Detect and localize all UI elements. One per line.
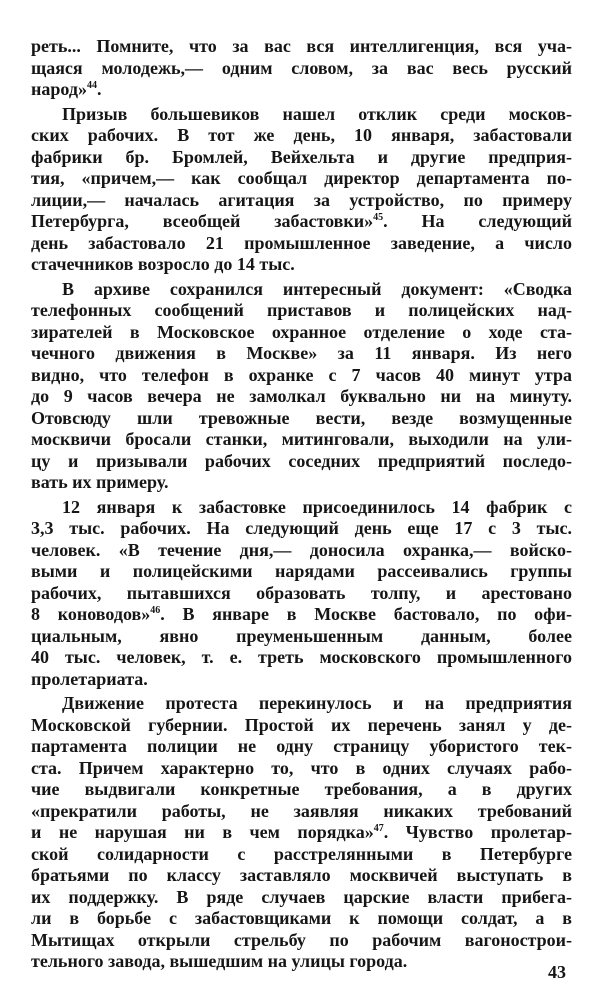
text-line xyxy=(31,365,572,387)
text-line xyxy=(31,472,572,494)
text-line xyxy=(31,254,572,276)
line-text: . Чувство пролетар- xyxy=(383,822,572,842)
line-text: рабочих, пытавшихся образовать толпу, и арестовано xyxy=(31,582,572,603)
page-body-text xyxy=(31,36,572,976)
text-line xyxy=(31,429,572,451)
text-line xyxy=(31,518,572,540)
line-text: ской солидарности с расстрелянными в Петербурге xyxy=(31,843,572,864)
text-line xyxy=(31,604,572,626)
text-line xyxy=(31,343,572,365)
text-line xyxy=(31,758,572,780)
page-number: 43 xyxy=(548,962,566,982)
line-text: стачечников возросло до 14 тыс. xyxy=(31,254,295,274)
text-line xyxy=(31,168,572,190)
paragraph xyxy=(31,36,572,101)
line-text: Призыв большевиков нашел отклик среди москов- xyxy=(62,103,572,124)
line-text: день забастовало 21 промышленное заведение, а число xyxy=(31,232,572,253)
line-text: фабрики бр. Бромлей, Вейхельта и другие предприя- xyxy=(31,146,572,167)
line-text: чечного движения в Москве» за 11 января. Из него xyxy=(31,343,572,363)
text-line xyxy=(31,322,572,344)
line-text: партамента полиции не одну страницу убористого тек- xyxy=(31,736,572,756)
line-text: чие выдвигали конкретные требования, а в других xyxy=(31,779,572,799)
text-line xyxy=(31,190,572,212)
line-text: 40 тыс. человек, т. е. треть московского промышленного xyxy=(31,647,572,667)
text-line xyxy=(31,844,572,866)
text-line xyxy=(31,951,572,973)
text-line xyxy=(31,822,572,844)
line-text: москвичи бросали станки, митинговали, выходили на ули- xyxy=(31,429,572,449)
paragraph xyxy=(31,279,572,494)
line-text: . В январе в Москве бастовало, по офи- xyxy=(160,604,573,624)
text-line xyxy=(31,801,572,823)
line-text: братьями по классу заставляло москвичей выступать в xyxy=(31,865,572,885)
footnote-ref: 47 xyxy=(373,823,384,834)
line-text: реть... Помните, что за вас вся интеллигенция, вся уча- xyxy=(31,36,572,56)
text-line xyxy=(31,540,572,562)
line-text: до 9 часов вечера не замолкал буквально ни на минуту. xyxy=(31,386,572,406)
text-line xyxy=(31,233,572,255)
text-line xyxy=(31,58,572,80)
text-line xyxy=(31,497,572,519)
text-line xyxy=(31,887,572,909)
text-line xyxy=(31,279,572,301)
text-line xyxy=(31,715,572,737)
text-line xyxy=(31,408,572,430)
footnote-ref: 45 xyxy=(373,212,384,223)
text-line xyxy=(31,36,572,58)
line-text: тия, «причем,— как сообщал директор департамента по- xyxy=(31,168,572,188)
text-line xyxy=(31,865,572,887)
line-text: 8 коноводов» xyxy=(31,604,151,624)
line-text: . На следующий xyxy=(383,211,573,231)
text-line xyxy=(31,125,572,147)
line-text: 12 января к забастовке присоединилось 14 фабрик с xyxy=(62,496,572,517)
line-text: Движение протеста перекинулось и на предприятия xyxy=(62,693,572,713)
line-text: народ» xyxy=(31,79,87,99)
line-text: В архиве сохранился интересный документ: «Сводка xyxy=(62,278,572,299)
line-text: Московской губернии. Простой их перечень занял у де- xyxy=(31,714,572,735)
text-line xyxy=(31,647,572,669)
text-line xyxy=(31,104,572,126)
line-text: зирателей в Московское охранное отделение о ходе ста- xyxy=(31,321,572,342)
line-text: щаяся молодежь,— одним словом, за вас весь русский xyxy=(31,57,572,78)
text-line xyxy=(31,583,572,605)
line-text: цу и призывали рабочих соседних предприятий последо- xyxy=(31,450,572,471)
text-line xyxy=(31,211,572,233)
text-line xyxy=(31,300,572,322)
line-text: циальным, явно преуменьшенным данным, более xyxy=(31,625,572,646)
text-line xyxy=(31,693,572,715)
text-line xyxy=(31,669,572,691)
paragraph xyxy=(31,104,572,276)
line-text: телефонных сообщений приставов и полицейских над- xyxy=(31,300,572,320)
paragraph xyxy=(31,693,572,973)
text-line xyxy=(31,626,572,648)
footnote-ref: 44 xyxy=(86,80,97,91)
text-line xyxy=(31,561,572,583)
text-line xyxy=(31,908,572,930)
line-text: видно, что телефон в охранке с 7 часов 40 минут утра xyxy=(31,364,572,385)
line-text: Отовсюду шли тревожные вести, везде возмущенные xyxy=(31,407,572,428)
line-text: тельного завода, вышедшим на улицы города. xyxy=(31,951,408,971)
text-line xyxy=(31,451,572,473)
text-line xyxy=(31,779,572,801)
footnote-ref: 46 xyxy=(150,605,161,616)
line-text: «прекратили работы, не заявляя никаких требований xyxy=(31,800,572,821)
text-line xyxy=(31,736,572,758)
line-text: вать их примеру. xyxy=(31,472,169,492)
text-line xyxy=(31,386,572,408)
line-text: 3,3 тыс. рабочих. На следующий день еще 17 с 3 тыс. xyxy=(31,518,572,538)
line-text: ских рабочих. В тот же день, 10 января, забастовали xyxy=(31,125,572,145)
paragraph xyxy=(31,497,572,691)
text-line xyxy=(31,147,572,169)
line-text: и не нарушая ни в чем порядка» xyxy=(31,822,374,842)
line-text: . xyxy=(96,79,102,99)
text-line xyxy=(31,79,572,101)
line-text: Мытищах открыли стрельбу по рабочим вагонострои- xyxy=(31,929,572,950)
line-text: ли в борьбе с забастовщиками к помощи солдат, а в xyxy=(31,908,572,928)
line-text: их поддержку. В ряде случаев царские власти прибега- xyxy=(31,886,572,907)
line-text: человек. «В течение дня,— доносила охранка,— войско- xyxy=(31,539,572,560)
text-line xyxy=(31,930,572,952)
line-text: выми и полицейскими нарядами рассеивались группы xyxy=(31,561,572,581)
line-text: лиции,— началась агитация за устройство, по примеру xyxy=(31,189,572,210)
line-text: ста. Причем характерно то, что в одних случаях рабо- xyxy=(31,757,572,778)
line-text: пролетариата. xyxy=(31,668,148,689)
line-text: Петербурга, всеобщей забастовки» xyxy=(31,211,374,231)
